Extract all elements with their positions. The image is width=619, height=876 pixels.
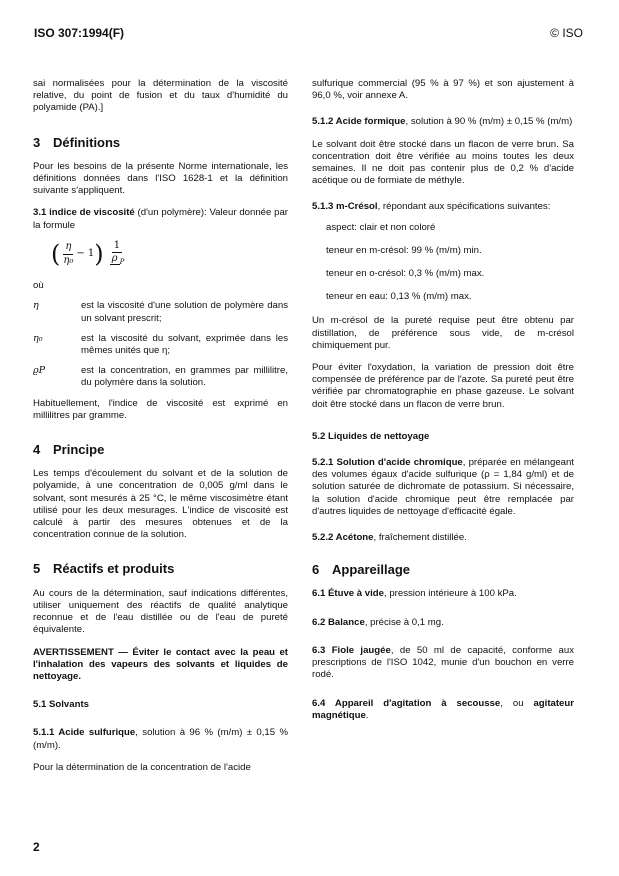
clause-5-1-2: 5.1.2 Acide formique, solution à 90 % (m/m) ± 0,15 % (m/m) bbox=[312, 116, 573, 128]
copyright-mark: © ISO bbox=[550, 26, 583, 40]
viscosity-units-note: Habituellement, l'indice de viscosité est exprimé en millilitres par gramme. bbox=[33, 397, 288, 421]
page-number: 2 bbox=[33, 840, 40, 854]
clause-6-1: 6.1 Étuve à vide, pression intérieure à 100 kPa. bbox=[312, 588, 517, 600]
spec-list bbox=[326, 222, 574, 304]
section-4-text: Les temps d'écoulement du solvant et de la solution de polyamide, à une concentration de 0,005 g/ml dans le solvant, sont mesurés à 25 °C, le même viscosimètre étant utilisé pour les deux mesurages. L'indice de viscosité est calculé à partir des mesures obtenues et de la concentration connue de la solution. bbox=[33, 468, 288, 541]
clause-5-1-3: 5.1.3 m-Crésol, répondant aux spécifications suivantes: bbox=[312, 201, 551, 213]
clause-5-1-heading: 5.1 Solvants bbox=[33, 699, 89, 711]
spec-item: aspect: clair et non coloré bbox=[326, 221, 436, 233]
clause-3-1: 3.1 indice de viscosité (d'un polymère): Valeur donnée par la formule bbox=[33, 207, 288, 231]
where-label: où bbox=[33, 280, 44, 292]
clause-5-2-2: 5.2.2 Acétone, fraîchement distillée. bbox=[312, 532, 467, 544]
section-5-heading: 5 Réactifs et produits bbox=[33, 561, 175, 577]
definition-list bbox=[33, 300, 288, 389]
clause-5-2-1: 5.2.1 Solution d'acide chromique, préparée en mélangeant des volumes égaux d'acide sulfurique (ρ = 1,84 g/ml) et de solution saturée de dichromate de potassium. Si nécessaire, la solution d'acide chromique peut être remplacée par d'autres liquides de nettoyage d'efficacité égale. bbox=[312, 457, 575, 517]
section-4-heading: 4 Principe bbox=[33, 442, 105, 458]
clause-5-1-2-paragraph: Le solvant doit être stocké dans un flacon de verre brun. Sa concentration doit être vérifiée au moins toutes les deux semaines. Il ne doit pas contenir plus de 0,2 % d'acide acétique ou de formiate de méthyle. bbox=[312, 138, 574, 187]
section-3-heading: 3 Définitions bbox=[33, 134, 121, 150]
intro-paragraph: sai normalisées pour la détermination de la viscosité relative, du point de fusion et du taux d'humidité du polyamide (PA).] bbox=[33, 78, 288, 114]
left-column bbox=[33, 78, 288, 774]
clause-5-1-3-paragraph-1: Un m-crésol de la pureté requise peut être obtenu par distillation, de préférence sous vide, de m-crésol chimiquement pur. bbox=[312, 315, 574, 351]
section-5-text: Au cours de la détermination, sauf indications différentes, utiliser uniquement des réactifs de qualité analytique reconnue et de l'eau distillée ou de l'eau de pureté équivalente. bbox=[33, 587, 288, 636]
clause-5-1-3-paragraph-2: Pour éviter l'oxydation, la variation de pression doit être compensée de préférence par de l'azote. Sa pureté peut être vérifiée par chromatographie en phase gazeuse. Le solvant doit être stocké dans un flacon de verre brun. bbox=[312, 362, 574, 410]
document-id: ISO 307:1994(F) bbox=[34, 26, 125, 40]
clause-5-1-1: 5.1.1 Acide sulfurique, solution à 96 % (m/m) ± 0,15 % (m/m). bbox=[33, 727, 288, 751]
spec-item: teneur en eau: 0,13 % (m/m) max. bbox=[326, 291, 472, 303]
warning-text: AVERTISSEMENT — Éviter le contact avec la peau et l'inhalation des vapeurs des solvants et liquides de nettoyage. bbox=[33, 646, 288, 682]
section-6-heading: 6 Appareillage bbox=[312, 562, 411, 578]
clause-6-3: 6.3 Fiole jaugée, de 50 ml de capacité, conforme aux prescriptions de l'ISO 1042, munie d'un bouchon en verre rodé. bbox=[312, 644, 574, 681]
definition-item: η₀ est la viscosité du solvant, exprimée dans les mêmes unités que η; bbox=[33, 332, 288, 357]
viscosity-formula: ( $\frac{\eta}{\text{η₀}}$ − 1 ) $\frac{1}{\rho _P}$ bbox=[51, 239, 125, 269]
clause-3-1-term: 3.1 indice de viscosité bbox=[33, 207, 135, 219]
clause-6-2: 6.2 Balance, précise à 0,1 mg. bbox=[312, 616, 444, 628]
continued-paragraph: sulfurique commercial (95 % à 97 %) et son ajustement à 96,0 %, voir annexe A. bbox=[312, 78, 574, 102]
clause-6-4: 6.4 Appareil d'agitation à secousse, ou agitateur magnétique. bbox=[312, 697, 574, 721]
spec-item: teneur en m-crésol: 99 % (m/m) min. bbox=[326, 244, 482, 256]
clause-5-1-1-paragraph: Pour la détermination de la concentration de l'acide bbox=[33, 761, 251, 773]
right-column bbox=[312, 78, 574, 722]
spec-item: teneur en o-crésol: 0,3 % (m/m) max. bbox=[326, 268, 485, 280]
definition-item: η est la viscosité d'une solution de polymère dans un solvant prescrit; bbox=[33, 300, 288, 324]
definition-item: ϱP est la concentration, en grammes par millilitre, du polymère dans la solution. bbox=[33, 365, 288, 389]
section-3-text: Pour les besoins de la présente Norme internationale, les définitions données dans l'ISO 1628-1 et la définition suivante s'appliquent. bbox=[33, 160, 288, 197]
clause-5-2-heading: 5.2 Liquides de nettoyage bbox=[312, 430, 430, 442]
